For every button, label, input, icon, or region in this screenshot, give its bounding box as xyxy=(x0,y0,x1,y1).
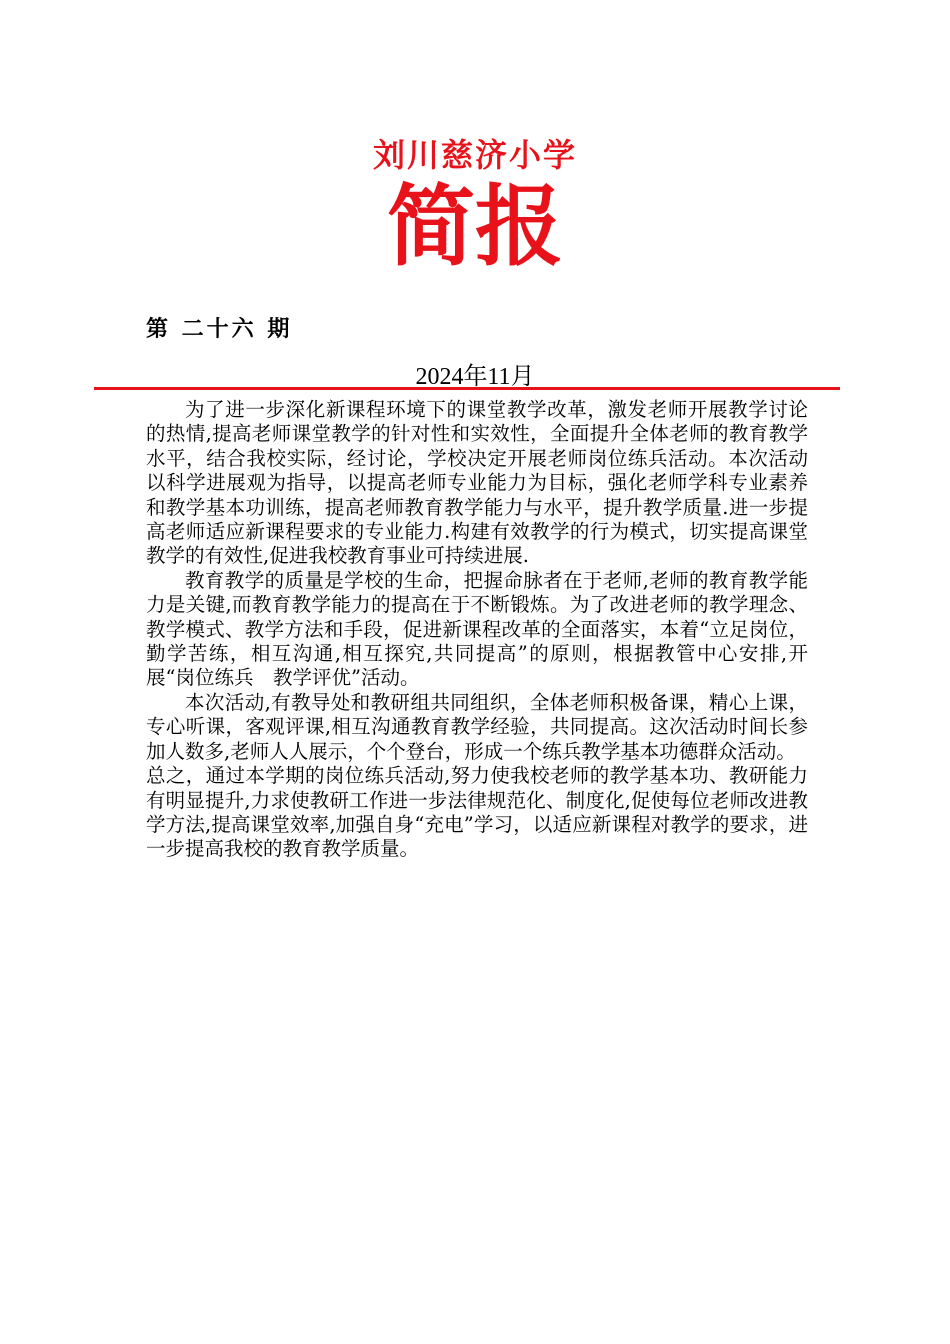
issue-date: 2024年11月 xyxy=(415,364,535,390)
issue-number: 第 二十六 期 xyxy=(146,317,293,342)
paragraph-4: 总之，通过本学期的岗位练兵活动,努力使我校老师的教学基本功、教研能力有明显提升,力求使教研工作进一步法律规范化、制度化,促使每位老师改进教学方法,提高课堂效率,加强自身“充电”学习，以适应新课程对教学的要求，进一步提高我校的教育教学质量。 xyxy=(146,764,808,861)
paragraph-1: 为了进一步深化新课程环境下的课堂教学改革，激发老师开展教学讨论的热情,提高老师课堂教学的针对性和实效性，全面提升全体老师的教育教学水平，结合我校实际，经讨论，学校决定开展老师岗位练兵活动。本次活动以科学进展观为指导，以提高老师专业能力为目标，强化老师学科专业素养和教学基本功训练，提高老师教育教学能力与水平，提升教学质量.进一步提高老师适应新课程要求的专业能力.构建有效教学的行为模式，切实提高课堂教学的有效性,促进我校教育事业可持续进展. xyxy=(146,398,808,568)
paragraph-2: 教育教学的质量是学校的生命，把握命脉者在于老师,老师的教育教学能力是关键,而教育教学能力的提高在于不断锻炼。为了改进老师的教学理念、教学模式、教学方法和手段，促进新课程改革的全面落实，本着“立足岗位，勤学苦练，相互沟通,相互探究,共同提高”的原则，根据教管中心安排,开展“岗位练兵 教学评优”活动。 xyxy=(146,568,808,690)
header-divider xyxy=(94,387,840,390)
bulletin-title: 简报 xyxy=(386,174,563,278)
paragraph-3: 本次活动,有教导处和教研组共同组织，全体老师积极备课，精心上课，专心听课，客观评课,相互沟通教育教学经验，共同提高。这次活动时间长参加人数多,老师人人展示，个个登台，形成一个练兵教学基本功德群众活动。 xyxy=(146,690,808,763)
article-body xyxy=(146,398,808,862)
school-name: 刘川慈济小学 xyxy=(372,136,577,174)
